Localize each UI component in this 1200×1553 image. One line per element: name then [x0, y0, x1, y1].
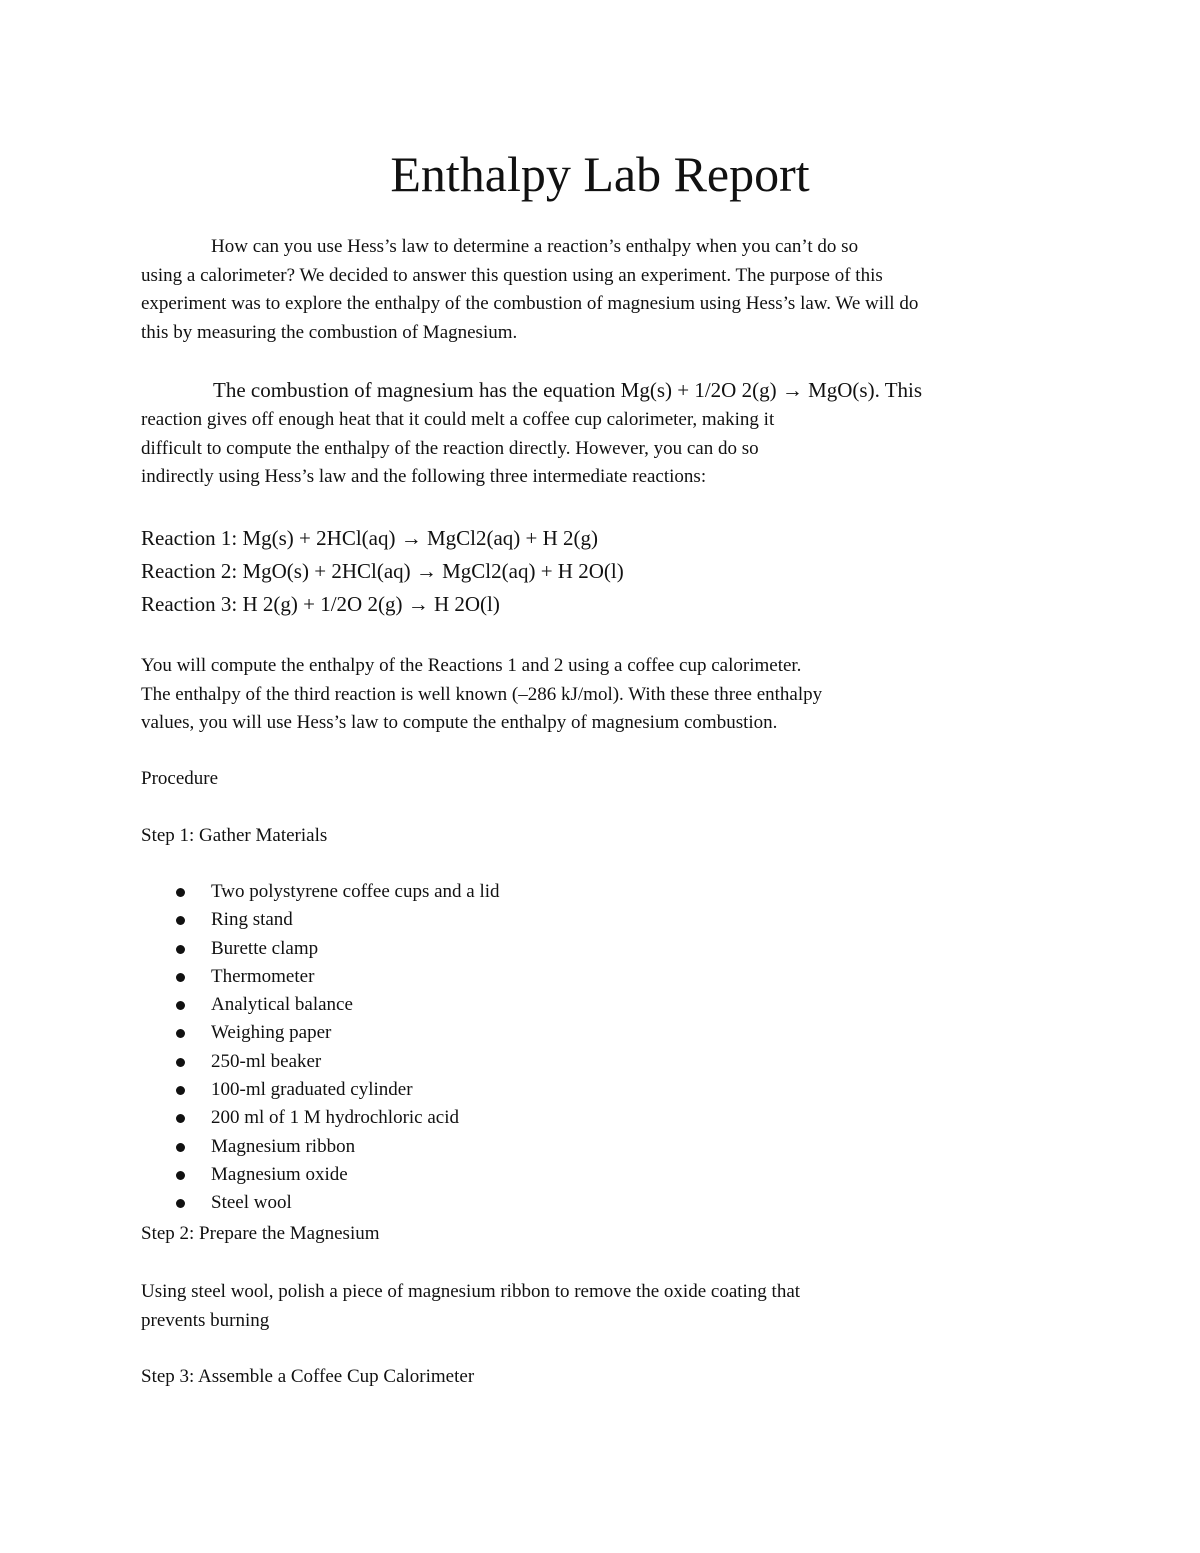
- intro-line: experiment was to explore the enthalpy of the combustion of magnesium using Hess’s law. We will do: [141, 293, 919, 314]
- list-item: [141, 1161, 500, 1189]
- step3-heading: Step 3: Assemble a Coffee Cup Calorimeter: [141, 1366, 475, 1387]
- material-label: Thermometer: [211, 965, 315, 987]
- combustion-paragraph: [141, 374, 1041, 492]
- bullet-icon: [176, 1143, 185, 1152]
- combustion-line: difficult to compute the enthalpy of the reaction directly. However, you can do so: [141, 437, 759, 459]
- materials-list: [141, 878, 500, 1218]
- list-item: [141, 1104, 500, 1132]
- bullet-icon: [176, 888, 185, 897]
- procedure-heading: Procedure: [141, 768, 219, 789]
- bullet-icon: [176, 1001, 185, 1010]
- combustion-line: reaction gives off enough heat that it could melt a coffee cup calorimeter, making it: [141, 409, 775, 430]
- list-item: [141, 1189, 500, 1217]
- bullet-icon: [176, 1086, 185, 1095]
- material-label: Burette clamp: [211, 937, 319, 959]
- reaction-1: Reaction 1: Mg(s) + 2HCl(aq) → MgCl2(aq) + H 2(g): [141, 526, 599, 550]
- step2-line: Using steel wool, polish a piece of magnesium ribbon to remove the oxide coating that: [141, 1281, 801, 1302]
- material-label: Weighing paper: [211, 1022, 332, 1044]
- intro-paragraph: [141, 233, 1041, 347]
- list-item: [141, 906, 500, 934]
- reaction-list: [141, 522, 624, 621]
- material-label: 200 ml of 1 M hydrochloric acid: [211, 1107, 460, 1129]
- material-label: Ring stand: [211, 909, 293, 931]
- material-label: 250-ml beaker: [211, 1050, 322, 1072]
- compute-line: You will compute the enthalpy of the Reactions 1 and 2 using a coffee cup calorimeter.: [141, 655, 802, 676]
- step2-heading: Step 2: Prepare the Magnesium: [141, 1223, 380, 1244]
- list-item: [141, 1076, 500, 1104]
- intro-line: How can you use Hess’s law to determine a reaction’s enthalpy when you can’t do so: [211, 236, 859, 257]
- bullet-icon: [176, 1171, 185, 1180]
- bullet-icon: [176, 1114, 185, 1123]
- combustion-line: The combustion of magnesium has the equation Mg(s) + 1/2O 2(g) → MgO(s). This: [213, 378, 923, 402]
- intro-line: using a calorimeter? We decided to answer this question using an experiment. The purpose of this: [141, 264, 883, 286]
- reaction-3: Reaction 3: H 2(g) + 1/2O 2(g) → H 2O(l): [141, 592, 500, 616]
- bullet-icon: [176, 945, 185, 954]
- combustion-line: indirectly using Hess’s law and the following three intermediate reactions:: [141, 466, 707, 487]
- bullet-icon: [176, 1058, 185, 1067]
- reaction-2: Reaction 2: MgO(s) + 2HCl(aq) → MgCl2(aq) + H 2O(l): [141, 559, 624, 583]
- compute-line: The enthalpy of the third reaction is well known (–286 kJ/mol). With these three enthalpy: [141, 683, 823, 705]
- list-item: [141, 963, 500, 991]
- material-label: Two polystyrene coffee cups and a lid: [211, 881, 500, 902]
- compute-paragraph: [141, 652, 1041, 738]
- material-label: Analytical balance: [211, 994, 353, 1016]
- list-item: [141, 1048, 500, 1076]
- list-item: [141, 935, 500, 963]
- material-label: Steel wool: [211, 1192, 292, 1214]
- intro-line: this by measuring the combustion of Magnesium.: [141, 321, 518, 343]
- list-item: [141, 878, 500, 906]
- list-item: [141, 1133, 500, 1161]
- bullet-icon: [176, 973, 185, 982]
- material-label: 100-ml graduated cylinder: [211, 1079, 413, 1101]
- list-item: [141, 991, 500, 1019]
- material-label: Magnesium ribbon: [211, 1135, 356, 1157]
- list-item: [141, 1019, 500, 1047]
- step1-heading: Step 1: Gather Materials: [141, 825, 328, 846]
- bullet-icon: [176, 916, 185, 925]
- bullet-icon: [176, 1029, 185, 1038]
- bullet-icon: [176, 1199, 185, 1208]
- compute-line: values, you will use Hess’s law to compute the enthalpy of magnesium combustion.: [141, 712, 778, 733]
- step2-paragraph: [141, 1278, 1041, 1335]
- material-label: Magnesium oxide: [211, 1163, 348, 1185]
- page-title: Enthalpy Lab Report: [390, 146, 810, 202]
- step2-line: prevents burning: [141, 1309, 270, 1331]
